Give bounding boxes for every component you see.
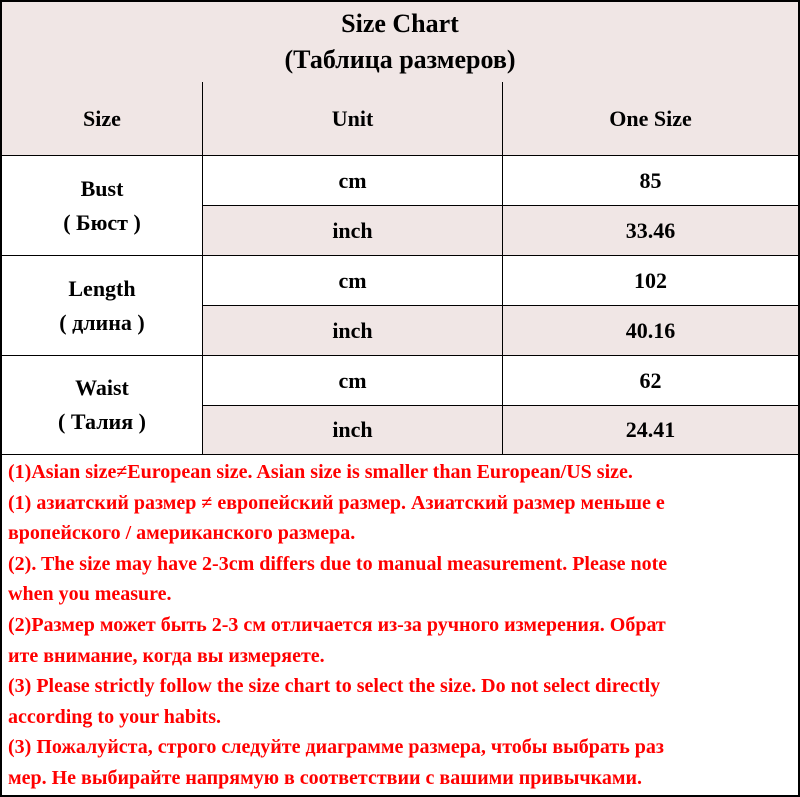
value-inch: 40.16 xyxy=(502,305,798,355)
unit-cm: cm xyxy=(202,255,502,305)
value-cm: 62 xyxy=(502,355,798,405)
row-name-en: Length xyxy=(68,275,136,301)
unit-inch: inch xyxy=(202,305,502,355)
note-line: (1)Asian size≠European size. Asian size is smaller than European/US size. xyxy=(8,461,633,483)
row-label-waist xyxy=(2,355,202,454)
unit-cm: cm xyxy=(202,355,502,405)
note-line: (3) Пожалуйста, строго следуйте диаграмме размера, чтобы выбрать раз xyxy=(8,736,664,759)
note-line: according to your habits. xyxy=(8,705,221,728)
value-cm: 85 xyxy=(502,155,798,205)
row-name-ru: ( Талия ) xyxy=(58,409,146,434)
row-name-ru: ( длина ) xyxy=(59,309,145,335)
header-unit: Unit xyxy=(202,82,502,155)
note-line: мер. Не выбирайте напрямую в соответствии с вашими привычками. xyxy=(8,766,642,789)
note-line: вропейского / американского размера. xyxy=(8,522,356,545)
header-size: Size xyxy=(2,82,202,155)
row-name-ru: ( Бюст ) xyxy=(63,209,141,235)
value-inch: 33.46 xyxy=(502,205,798,255)
note-line: (2)Размер может быть 2-3 см отличается из-за ручного измерения. Обрат xyxy=(8,613,666,636)
note-line: (1) азиатский размер ≠ европейский размер. Азиатский размер меньше е xyxy=(8,491,665,514)
note-line: (2). The size may have 2-3cm differs due to manual measurement. Please note xyxy=(8,552,668,575)
title-russian: (Таблица размеров) xyxy=(284,45,516,74)
note-line: ите внимание, когда вы измеряете. xyxy=(8,644,325,667)
note-line: (3) Please strictly follow the size chart to select the size. Do not select directly xyxy=(8,675,661,698)
unit-inch: inch xyxy=(202,405,502,454)
unit-cm: cm xyxy=(202,155,502,205)
value-cm: 102 xyxy=(502,255,798,305)
unit-inch: inch xyxy=(202,205,502,255)
chart-title xyxy=(2,2,798,83)
header-one-size: One Size xyxy=(502,82,798,155)
title-english: Size Chart xyxy=(341,9,459,38)
notes-section xyxy=(2,454,798,795)
row-name-en: Waist xyxy=(75,375,129,400)
note-line: when you measure. xyxy=(8,583,172,606)
value-inch: 24.41 xyxy=(502,405,798,454)
row-label-bust xyxy=(2,155,202,255)
row-name-en: Bust xyxy=(80,175,124,201)
row-label-length xyxy=(2,255,202,355)
